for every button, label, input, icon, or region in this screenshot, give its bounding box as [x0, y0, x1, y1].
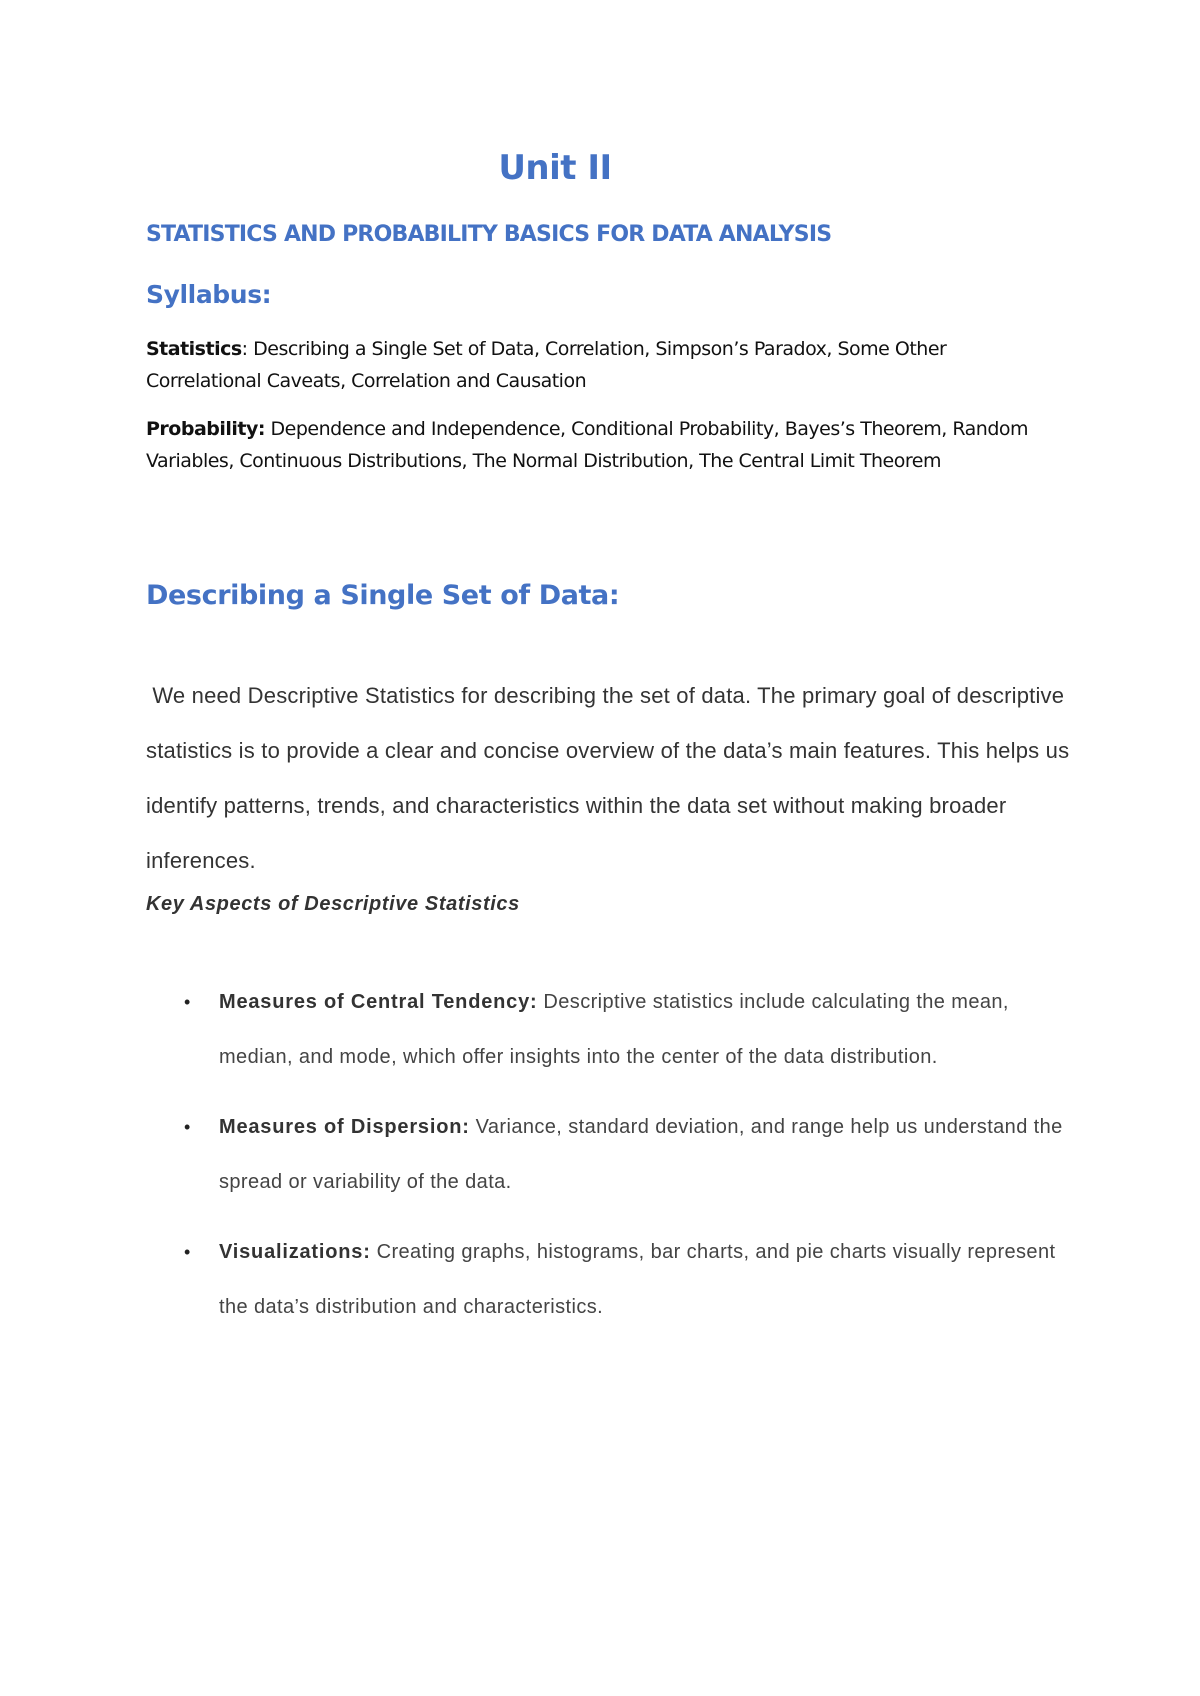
syllabus-heading: Syllabus: — [146, 280, 272, 309]
bullet-icon: • — [184, 1242, 191, 1262]
syllabus-statistics — [146, 333, 1046, 397]
probability-label: Probability: — [146, 418, 265, 440]
list-item — [146, 1100, 1066, 1210]
intro-paragraph: We need Descriptive Statistics for describing the set of data. The primary goal of descriptive statistics is to provide a clear and concise overview of the data’s main features. This helps us identify patterns, trends, and characteristics within the data set without making broader inferences. — [146, 683, 1076, 873]
list-item — [146, 1225, 1066, 1335]
section-heading: Describing a Single Set of Data: — [146, 580, 620, 611]
bullet-list — [146, 975, 1066, 1350]
statistics-topics: Describing a Single Set of Data, Correlation, Simpson’s Paradox, Some Other Correlational Caveats, Correlation and Causation — [146, 338, 947, 392]
syllabus-probability — [146, 413, 1046, 477]
key-aspects-heading: Key Aspects of Descriptive Statistics — [146, 893, 520, 915]
bullet-text: Creating graphs, histograms, bar charts, and pie charts visually represent the data’s distribution and characteristics. — [219, 1241, 1056, 1318]
unit-title: Unit II — [498, 148, 612, 188]
bullet-term: Visualizations: — [219, 1241, 371, 1263]
bullet-text: Variance, standard deviation, and range help us understand the spread or variability of the data. — [219, 1116, 1063, 1193]
bullet-term: Measures of Central Tendency: — [219, 991, 538, 1013]
statistics-colon: : — [241, 338, 248, 360]
bullet-text: Descriptive statistics include calculating the mean, median, and mode, which offer insights into the center of the data distribution. — [219, 991, 1009, 1068]
probability-topics: Dependence and Independence, Conditional Probability, Bayes’s Theorem, Random Variables, Continuous Distributions, The Normal Distribution, The Central Limit Theorem — [146, 418, 1029, 472]
bullet-icon: • — [184, 1117, 191, 1137]
statistics-label: Statistics — [146, 338, 242, 360]
bullet-icon: • — [184, 992, 191, 1012]
list-item — [146, 975, 1066, 1085]
bullet-term: Measures of Dispersion: — [219, 1116, 470, 1138]
subject-title: STATISTICS AND PROBABILITY BASICS FOR DATA ANALYSIS — [146, 222, 832, 247]
